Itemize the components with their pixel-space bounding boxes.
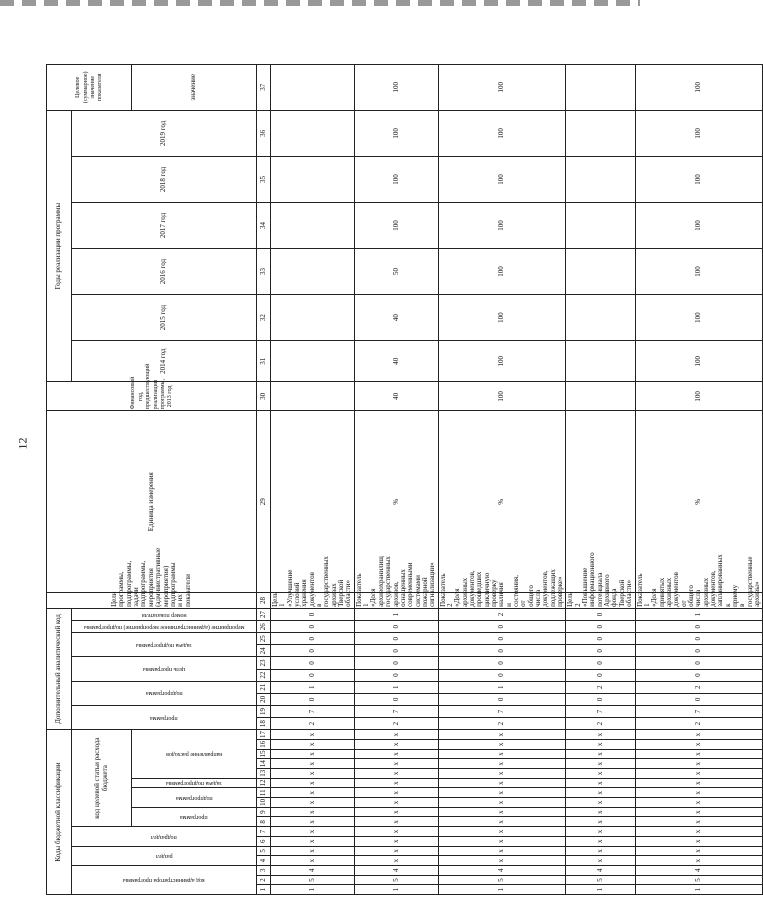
table-row bbox=[566, 16, 635, 895]
year-value-cell: 100 bbox=[635, 249, 763, 295]
d-program-text: программа bbox=[150, 714, 178, 721]
code-cell: х bbox=[271, 788, 355, 798]
year-value-cell: 100 bbox=[438, 202, 566, 248]
razdel-header bbox=[72, 846, 257, 865]
column-number: 20 bbox=[257, 693, 271, 705]
code-cell: х bbox=[566, 807, 635, 817]
goal-text-cell: Показатель 2 «Доля архивных документов, прошедших цикличную проверку наличия и состояния, от общего числа документов, подлежащих проверке» bbox=[438, 569, 565, 607]
code-cell: х bbox=[271, 846, 355, 856]
additional-code-cell: 0 bbox=[438, 633, 566, 645]
additional-code-cell: 0 bbox=[354, 657, 438, 669]
code-cell: х bbox=[635, 740, 763, 750]
code-cell: х bbox=[635, 759, 763, 769]
year-value-cell bbox=[566, 156, 635, 202]
code-cell: х bbox=[271, 740, 355, 750]
code-cell: х bbox=[271, 807, 355, 817]
year-value-cell bbox=[271, 249, 355, 295]
additional-code-cell: 2 bbox=[635, 681, 763, 693]
column-number: 28 bbox=[257, 593, 271, 609]
column-number: 3 bbox=[257, 865, 271, 875]
code-cell: х bbox=[271, 749, 355, 759]
additional-code-cell: 0 bbox=[566, 621, 635, 633]
scan-top-edge bbox=[0, 0, 640, 6]
additional-code-cell: 0 bbox=[635, 669, 763, 681]
code-cell: х bbox=[566, 778, 635, 788]
unit-cell: % bbox=[438, 411, 566, 593]
code-cell: 4 bbox=[271, 865, 355, 875]
column-number: 7 bbox=[257, 827, 271, 837]
code-cell: х bbox=[635, 730, 763, 740]
additional-code-cell: 0 bbox=[566, 608, 635, 620]
additional-code-cell: 2 bbox=[438, 718, 566, 730]
additional-code-cell: 1 bbox=[271, 681, 355, 693]
year-value-cell bbox=[566, 295, 635, 341]
column-number: 4 bbox=[257, 856, 271, 866]
goal-text-cell: Показатель 1 «Доля архивохранилищ государственных архивов, оснащенных современными системами пожарной сигнализации» bbox=[354, 556, 437, 607]
column-number: 22 bbox=[257, 669, 271, 681]
razdel-text: раздел bbox=[155, 852, 173, 859]
d-goal-text: цель программы bbox=[142, 666, 186, 673]
target-value-cell: 100 bbox=[635, 64, 763, 110]
additional-code-cell: 0 bbox=[566, 657, 635, 669]
column-number: 29 bbox=[257, 411, 271, 593]
code-cell: х bbox=[635, 798, 763, 808]
column-number: 33 bbox=[257, 249, 271, 295]
code-cell: х bbox=[354, 749, 438, 759]
code-cell: 4 bbox=[354, 865, 438, 875]
column-number: 26 bbox=[257, 621, 271, 633]
additional-code-cell: 2 bbox=[635, 718, 763, 730]
d-measure-text: мероприятие (административное мероприятие) подпрограммы bbox=[83, 623, 245, 630]
unit-header bbox=[47, 411, 257, 593]
year-value-cell bbox=[566, 110, 635, 156]
direction-text: направление расходов bbox=[165, 751, 223, 758]
code-cell: х bbox=[354, 836, 438, 846]
code-cell: х bbox=[354, 807, 438, 817]
table-row bbox=[635, 16, 763, 895]
d-indicator-header bbox=[72, 608, 257, 620]
additional-code-cell: 0 bbox=[271, 657, 355, 669]
year-value-cell: 100 bbox=[354, 110, 438, 156]
year-2016-header: 2016 год bbox=[72, 249, 257, 295]
year-value-cell: 100 bbox=[438, 156, 566, 202]
page-number: 12 bbox=[15, 437, 30, 450]
year-value-cell: 100 bbox=[438, 249, 566, 295]
code-cell: х bbox=[635, 788, 763, 798]
column-number: 27 bbox=[257, 608, 271, 620]
column-number: 34 bbox=[257, 202, 271, 248]
year-value-cell bbox=[566, 341, 635, 382]
additional-code-cell: 0 bbox=[271, 633, 355, 645]
column-number: 5 bbox=[257, 846, 271, 856]
code-cell: х bbox=[635, 817, 763, 827]
code-cell: 4 bbox=[635, 865, 763, 875]
code-cell: 1 bbox=[271, 885, 355, 895]
d-task-text: задача подпрограммы bbox=[136, 642, 192, 648]
program-text: программа bbox=[180, 814, 208, 821]
code-cell: х bbox=[635, 846, 763, 856]
code-cell: х bbox=[354, 769, 438, 779]
year-value-cell: 100 bbox=[354, 156, 438, 202]
column-number: 16 bbox=[257, 740, 271, 750]
code-cell: 1 bbox=[354, 885, 438, 895]
code-cell: х bbox=[566, 817, 635, 827]
codes-group-header: Коды бюджетной классификации bbox=[47, 730, 72, 895]
year-value-cell bbox=[271, 110, 355, 156]
column-number: 30 bbox=[257, 382, 271, 411]
additional-code-cell: 0 bbox=[438, 657, 566, 669]
task-text: задача подпрограммы bbox=[166, 780, 222, 787]
additional-code-cell: 0 bbox=[438, 645, 566, 657]
base-year-cell bbox=[271, 382, 355, 411]
code-cell: х bbox=[438, 730, 566, 740]
code-cell: х bbox=[438, 856, 566, 866]
column-number: 37 bbox=[257, 64, 271, 110]
unit-cell: % bbox=[635, 411, 763, 593]
year-value-cell: 40 bbox=[354, 295, 438, 341]
admin-code-text: код администратора программы bbox=[123, 877, 205, 884]
code-cell: 1 bbox=[438, 885, 566, 895]
year-value-cell: 100 bbox=[635, 295, 763, 341]
column-number: 36 bbox=[257, 110, 271, 156]
code-cell: х bbox=[354, 817, 438, 827]
additional-code-cell: 0 bbox=[635, 693, 763, 705]
target-group-text: Целевое (суммарное) значение показателя bbox=[75, 71, 104, 104]
year-value-cell: 100 bbox=[354, 202, 438, 248]
additional-code-cell: 7 bbox=[271, 705, 355, 717]
column-number: 14 bbox=[257, 759, 271, 769]
table-row bbox=[438, 16, 566, 895]
year-2017-header: 2017 год bbox=[72, 202, 257, 248]
year-value-cell: 100 bbox=[438, 110, 566, 156]
additional-code-cell: 2 bbox=[271, 718, 355, 730]
financial-year-header bbox=[47, 363, 257, 411]
base-year-cell bbox=[566, 382, 635, 411]
table-body bbox=[271, 16, 763, 895]
target-article-header: код целевой статьи расхода бюджета bbox=[72, 730, 132, 827]
year-2019-header: 2019 год bbox=[72, 110, 257, 156]
column-number: 15 bbox=[257, 749, 271, 759]
code-cell: х bbox=[271, 827, 355, 837]
code-cell: х bbox=[271, 769, 355, 779]
d-indicator-text: номер показателя bbox=[141, 611, 187, 618]
additional-code-cell: 0 bbox=[354, 645, 438, 657]
column-number: 31 bbox=[257, 341, 271, 382]
year-2018-header: 2018 год bbox=[72, 156, 257, 202]
year-2015-header: 2015 год bbox=[72, 295, 257, 341]
code-cell: х bbox=[635, 827, 763, 837]
year-value-cell: 100 bbox=[635, 156, 763, 202]
additional-code-cell: 0 bbox=[566, 693, 635, 705]
program-indicators-table bbox=[46, 15, 763, 895]
year-value-cell bbox=[271, 156, 355, 202]
column-number: 25 bbox=[257, 633, 271, 645]
code-cell: х bbox=[271, 759, 355, 769]
code-cell: х bbox=[635, 769, 763, 779]
code-cell: х bbox=[566, 856, 635, 866]
d-task-header bbox=[72, 633, 257, 657]
podrazdel-text: подраздел bbox=[151, 833, 177, 840]
goals-header bbox=[47, 547, 257, 609]
additional-code-cell: 0 bbox=[438, 693, 566, 705]
code-cell: х bbox=[438, 836, 566, 846]
target-value-cell: 100 bbox=[354, 64, 438, 110]
goals-header-text: Цели программы, подпрограммы, задачи подпрограммы, мероприятия (административные мероприятия) подпрограммы и их показатели bbox=[110, 547, 192, 607]
additional-code-cell: 0 bbox=[354, 621, 438, 633]
additional-code-cell: 0 bbox=[354, 633, 438, 645]
code-cell: х bbox=[271, 817, 355, 827]
additional-code-cell: 1 bbox=[635, 608, 763, 620]
column-number: 12 bbox=[257, 778, 271, 788]
additional-code-cell: 0 bbox=[635, 633, 763, 645]
code-cell: х bbox=[354, 856, 438, 866]
column-number: 21 bbox=[257, 681, 271, 693]
unit-cell bbox=[271, 411, 355, 593]
additional-code-cell: 0 bbox=[354, 669, 438, 681]
code-cell: 1 bbox=[635, 885, 763, 895]
column-number: 24 bbox=[257, 645, 271, 657]
code-cell: х bbox=[566, 798, 635, 808]
additional-code-cell: 0 bbox=[566, 645, 635, 657]
years-group-header: Годы реализации программы bbox=[47, 110, 72, 382]
code-cell: х bbox=[354, 778, 438, 788]
code-cell: 4 bbox=[438, 865, 566, 875]
additional-code-cell: 7 bbox=[635, 705, 763, 717]
column-number: 35 bbox=[257, 156, 271, 202]
additional-code-cell: 0 bbox=[354, 693, 438, 705]
code-cell: х bbox=[566, 827, 635, 837]
code-cell: х bbox=[438, 788, 566, 798]
code-cell: 5 bbox=[438, 875, 566, 885]
code-cell: х bbox=[354, 730, 438, 740]
base-year-cell: 100 bbox=[635, 382, 763, 411]
additional-code-cell: 0 bbox=[271, 669, 355, 681]
code-cell: х bbox=[271, 730, 355, 740]
column-number: 9 bbox=[257, 807, 271, 817]
code-cell: х bbox=[271, 798, 355, 808]
column-number: 13 bbox=[257, 769, 271, 779]
column-number: 11 bbox=[257, 788, 271, 798]
code-cell: х bbox=[438, 778, 566, 788]
code-cell: 1 bbox=[566, 885, 635, 895]
table-row bbox=[354, 16, 438, 895]
additional-code-cell: 0 bbox=[635, 657, 763, 669]
code-cell: х bbox=[438, 827, 566, 837]
target-group-header bbox=[47, 64, 132, 110]
additional-code-cell: 7 bbox=[438, 705, 566, 717]
unit-cell: % bbox=[354, 411, 438, 593]
column-number-row bbox=[257, 16, 271, 895]
code-cell: х bbox=[635, 749, 763, 759]
additional-code-cell: 0 bbox=[438, 621, 566, 633]
code-cell: х bbox=[354, 759, 438, 769]
base-year-cell: 100 bbox=[438, 382, 566, 411]
code-cell: х bbox=[566, 730, 635, 740]
code-cell: х bbox=[271, 856, 355, 866]
code-cell: х bbox=[271, 836, 355, 846]
goal-text-cell: Цель 2 «Повышение информационного потенциала Архивного фонда Тверской области» bbox=[566, 552, 634, 607]
code-cell: х bbox=[566, 749, 635, 759]
column-number: 19 bbox=[257, 705, 271, 717]
year-value-cell bbox=[271, 295, 355, 341]
code-cell: х bbox=[354, 827, 438, 837]
code-cell: х bbox=[635, 836, 763, 846]
code-cell: х bbox=[438, 769, 566, 779]
additional-code-cell: 7 bbox=[566, 705, 635, 717]
d-subprogram-text: подпрограмма bbox=[145, 690, 183, 697]
direction-header bbox=[132, 730, 257, 779]
column-number: 32 bbox=[257, 295, 271, 341]
code-cell: х bbox=[566, 846, 635, 856]
year-value-cell bbox=[271, 202, 355, 248]
year-2014-header: 2014 год bbox=[72, 341, 257, 382]
code-cell: х bbox=[438, 846, 566, 856]
year-value-cell: 100 bbox=[635, 202, 763, 248]
year-value-cell: 50 bbox=[354, 249, 438, 295]
additional-code-cell: 0 bbox=[566, 633, 635, 645]
code-cell: х bbox=[271, 778, 355, 788]
code-cell: х bbox=[438, 798, 566, 808]
admin-code-header bbox=[72, 865, 257, 894]
table-row bbox=[271, 16, 355, 895]
code-cell: х bbox=[438, 740, 566, 750]
additional-code-header: Дополнительный аналитический код bbox=[47, 608, 72, 729]
goal-text-cell: Цель 1 «Улучшение условий хранения документов в государственных архивах Тверской области» bbox=[271, 556, 353, 607]
d-goal-header bbox=[72, 657, 257, 681]
target-value-cell bbox=[566, 64, 635, 110]
code-cell: х bbox=[635, 807, 763, 817]
code-cell: х bbox=[438, 817, 566, 827]
subprogram-header bbox=[132, 788, 257, 807]
additional-code-cell: 1 bbox=[354, 681, 438, 693]
code-cell: х bbox=[566, 740, 635, 750]
additional-code-cell: 0 bbox=[566, 669, 635, 681]
additional-code-cell: 0 bbox=[271, 693, 355, 705]
code-cell: х bbox=[566, 836, 635, 846]
additional-code-cell: 1 bbox=[438, 681, 566, 693]
year-value-cell bbox=[271, 341, 355, 382]
additional-code-cell: 0 bbox=[438, 669, 566, 681]
year-value-cell: 100 bbox=[635, 341, 763, 382]
additional-code-cell: 0 bbox=[271, 621, 355, 633]
column-number: 18 bbox=[257, 718, 271, 730]
program-header bbox=[132, 807, 257, 826]
subprogram-text: подпрограмма bbox=[175, 794, 213, 801]
podrazdel-header bbox=[72, 827, 257, 846]
code-cell: х bbox=[566, 759, 635, 769]
additional-code-cell: 0 bbox=[271, 645, 355, 657]
additional-code-cell: 2 bbox=[354, 718, 438, 730]
year-value-cell bbox=[566, 202, 635, 248]
column-number: 23 bbox=[257, 657, 271, 669]
unit-cell bbox=[566, 411, 635, 593]
additional-code-cell: 7 bbox=[354, 705, 438, 717]
code-cell: 5 bbox=[566, 875, 635, 885]
code-cell: 5 bbox=[354, 875, 438, 885]
additional-code-cell: 0 bbox=[271, 608, 355, 620]
code-cell: 4 bbox=[566, 865, 635, 875]
code-cell: х bbox=[354, 798, 438, 808]
target-value-header: значение bbox=[132, 64, 257, 110]
column-number: 17 bbox=[257, 730, 271, 740]
year-value-cell: 100 bbox=[438, 341, 566, 382]
code-cell: х bbox=[566, 769, 635, 779]
year-value-cell: 100 bbox=[635, 110, 763, 156]
code-cell: х bbox=[354, 788, 438, 798]
code-cell: х bbox=[438, 807, 566, 817]
task-header bbox=[132, 778, 257, 788]
additional-code-cell: 2 bbox=[438, 608, 566, 620]
rotated-table-wrapper bbox=[46, 15, 761, 895]
code-cell: х bbox=[438, 759, 566, 769]
code-cell: х bbox=[354, 740, 438, 750]
column-number: 2 bbox=[257, 875, 271, 885]
d-program-header bbox=[72, 705, 257, 729]
additional-code-cell: 2 bbox=[566, 718, 635, 730]
additional-code-cell: 0 bbox=[635, 645, 763, 657]
target-value-cell: 100 bbox=[438, 64, 566, 110]
financial-year-text: Финансовый год, предшествующий реализации программы, 2013 год bbox=[130, 363, 174, 410]
goal-text-cell: Показатель 1 «Доля принятых архивных документов от общего числа архивных документов, запланированных к приему в государственные архивы» bbox=[635, 554, 761, 607]
code-cell: х bbox=[566, 788, 635, 798]
year-value-cell: 100 bbox=[438, 295, 566, 341]
code-cell: х bbox=[635, 778, 763, 788]
code-cell: х bbox=[354, 846, 438, 856]
base-year-cell: 40 bbox=[354, 382, 438, 411]
d-measure-header bbox=[72, 621, 257, 633]
column-number: 1 bbox=[257, 885, 271, 895]
code-cell: х bbox=[438, 749, 566, 759]
column-number: 6 bbox=[257, 836, 271, 846]
additional-code-cell: 2 bbox=[566, 681, 635, 693]
code-cell: х bbox=[635, 856, 763, 866]
additional-code-cell: 1 bbox=[354, 608, 438, 620]
column-number: 8 bbox=[257, 817, 271, 827]
d-subprogram-header bbox=[72, 681, 257, 705]
unit-header-text: Единица измерения bbox=[146, 472, 155, 532]
code-cell: 5 bbox=[635, 875, 763, 885]
code-cell: 5 bbox=[271, 875, 355, 885]
additional-code-cell: 0 bbox=[635, 621, 763, 633]
year-value-cell bbox=[566, 249, 635, 295]
column-number: 10 bbox=[257, 798, 271, 808]
year-value-cell: 40 bbox=[354, 341, 438, 382]
target-value-cell bbox=[271, 64, 355, 110]
